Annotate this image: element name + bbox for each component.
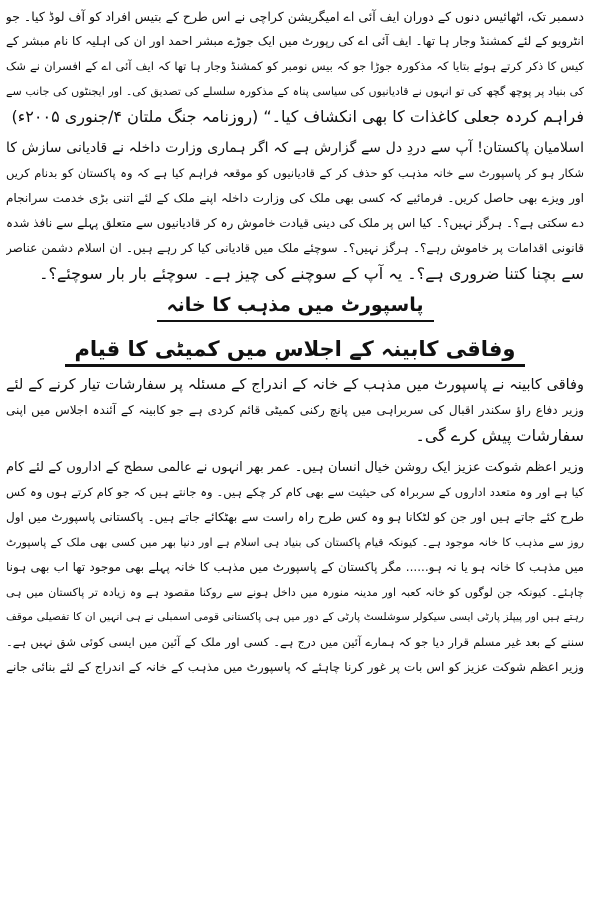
text-line: کیس کا ذکر کرتے ہوئے بتایا کہ مذکورہ جوڑا جو کہ بیس نومبر کو کمشنڈ وجار ہا تھا کہ ایف آئی اے کے افسران نے شک — [6, 59, 584, 73]
section-heading-cabinet-committee: وفاقی کابینہ کے اجلاس میں کمیٹی کا قیام — [65, 336, 526, 367]
text-line: قانونی اقدامات پر خاموش رہے؟۔ ہرگز نہیں؟۔ سوچئے ملک میں قادیانی کیا کر رہے ہیں۔ ان اسلام دشمن عناصر — [6, 241, 584, 255]
text-line: کی بنیاد پر پوچھ گچھ کی تو انہوں نے قادیانیوں کی سیاسی پناہ کے مذکورہ سلسلے کی تصدیق کی۔ اور ایجنٹوں کی جانب سے — [6, 85, 584, 98]
text-line: روز سے مذہب کا خانہ موجود ہے۔ کیونکہ قیام پاکستان کی بنیاد ہی اسلام ہے اور دنیا بھر میں کسی بھی ملک کے پاسپورٹ — [6, 536, 584, 549]
paragraph-deportation-report — [6, 4, 584, 129]
text-line: رہتے ہیں اور پیپلز پارٹی ایسی سیکولر سوشلسٹ پارٹی کے دور میں ہی پاکستانی قومی اسمبلی نے ہی انہیں ان کا تفصیلی موقف — [6, 611, 584, 623]
text-line: فراہم کردہ جعلی کاغذات کا بھی انکشاف کیا۔“ (روزنامہ جنگ ملتان ۴/جنوری ۲۰۰۵ء) — [11, 107, 584, 126]
paragraph-prime-minister — [6, 455, 584, 680]
text-line: وفاقی کابینہ نے پاسپورٹ میں مذہب کے خانہ کے اندراج کے مسئلہ پر سفارشات تیار کرنے کے لئے — [6, 377, 584, 393]
text-line: سفارشات پیش کرے گی۔ — [415, 426, 584, 445]
text-line: وزیر دفاع راؤ سکندر اقبال کی سربراہی میں پانچ رکنی کمیٹی قائم کردی ہے جو کابینہ کے آئندہ اجلاس میں اپنی — [6, 403, 584, 417]
text-line: دے سکتی ہے؟۔ ہرگز نہیں؟۔ کیا اس پر ملک کی دینی قیادت خاموش رہ کر قادیانیوں سے متعلق پہلے سے نافذ شدہ — [6, 216, 584, 230]
text-line: انٹرویو کے لئے کمشنڈ وجار ہا تھا۔ ایف آئی اے کی رپورٹ میں ایک جوڑے مبشر احمد اور ان کی اہلیہ کا نام مبشر کے — [6, 34, 584, 48]
paragraph-gap — [6, 448, 584, 455]
text-line: سننے کے بعد غیر مسلم قرار دیا جو کہ ہمارے آئین میں درج ہے۔ کسی اور ملک کے آئین میں ایسی کوئی شق نہیں ہے۔ — [6, 635, 584, 649]
text-line: وزیر اعظم شوکت عزیز کو اس بات پر غور کرنا چاہئے کہ پاسپورٹ میں مذہب کے خانہ کے اندراج کے لئے بنائی جانے — [6, 660, 584, 674]
text-line: سے بچنا کتنا ضروری ہے؟۔ یہ آپ کے سوچنے کی چیز ہے۔ سوچئے بار بار سوچئے؟۔ — [39, 264, 584, 283]
text-line: وزیر اعظم شوکت عزیز ایک روشن خیال انسان ہیں۔ عمر بھر انہوں نے عالمی سطح کے اداروں کے لئے کام — [6, 460, 584, 475]
heading-block — [6, 288, 584, 371]
text-line: کیا ہے اور وہ متعدد اداروں کے سربراہ کی حیثیت سے بھی کام کر چکے ہیں۔ وہ جانتے ہیں کہ جو کام کرتے ہوں وہ کس — [6, 485, 584, 499]
section-heading-passport-religion: پاسپورٹ میں مذہب کا خانہ — [157, 292, 434, 322]
text-line: دسمبر تک، اٹھائیس دنوں کے دوران ایف آئی اے امیگریشن کراچی نے اس طرح کے بتیس افراد کو آف لوڈ کیا۔ جو — [6, 9, 584, 24]
text-line: شکار ہو کر پاسپورٹ سے خانہ مذہب کو حذف کر کے قادیانیوں کو موقعہ فراہم کیا ہے کہ وہ پاکستان کو بدنام کریں — [6, 166, 584, 180]
paragraph-gap — [6, 129, 584, 136]
text-line: میں مذہب کا خانہ ہو یا نہ ہو...... مگر پاکستان کے پاسپورٹ میں مذہب کا خانہ پہلے بھی موجود تھا اب بھی ہونا — [6, 560, 584, 574]
text-line: طرح کئے جاتے ہیں اور جن کو لٹکانا ہو وہ کس طرح راہ راست سے بھٹکائے جاتے ہیں۔ پاکستانی پاسپورٹ میں اول — [6, 510, 584, 524]
text-line: اور ویزے بھی حاصل کریں۔ فرمائیے کہ کسی بھی ملک کی وزارت داخلہ اپنے ملک کے لئے اتنی بڑی خدمت سرانجام — [6, 191, 584, 205]
text-line: اسلامیان پاکستان! آپ سے دردِ دل سے گزارش ہے کہ اگر ہماری وزارت داخلہ نے قادیانی سازش کا — [6, 140, 584, 156]
paragraph-cabinet-committee — [6, 373, 584, 448]
paragraph-appeal — [6, 136, 584, 286]
text-line: چاہئے۔ کیونکہ جن لوگوں کو خانہ کعبہ اور مدینہ منورہ میں داخل ہونے سے روکنا مقصود ہے وہ زیادہ تر پاکستان میں ہی — [6, 586, 584, 599]
